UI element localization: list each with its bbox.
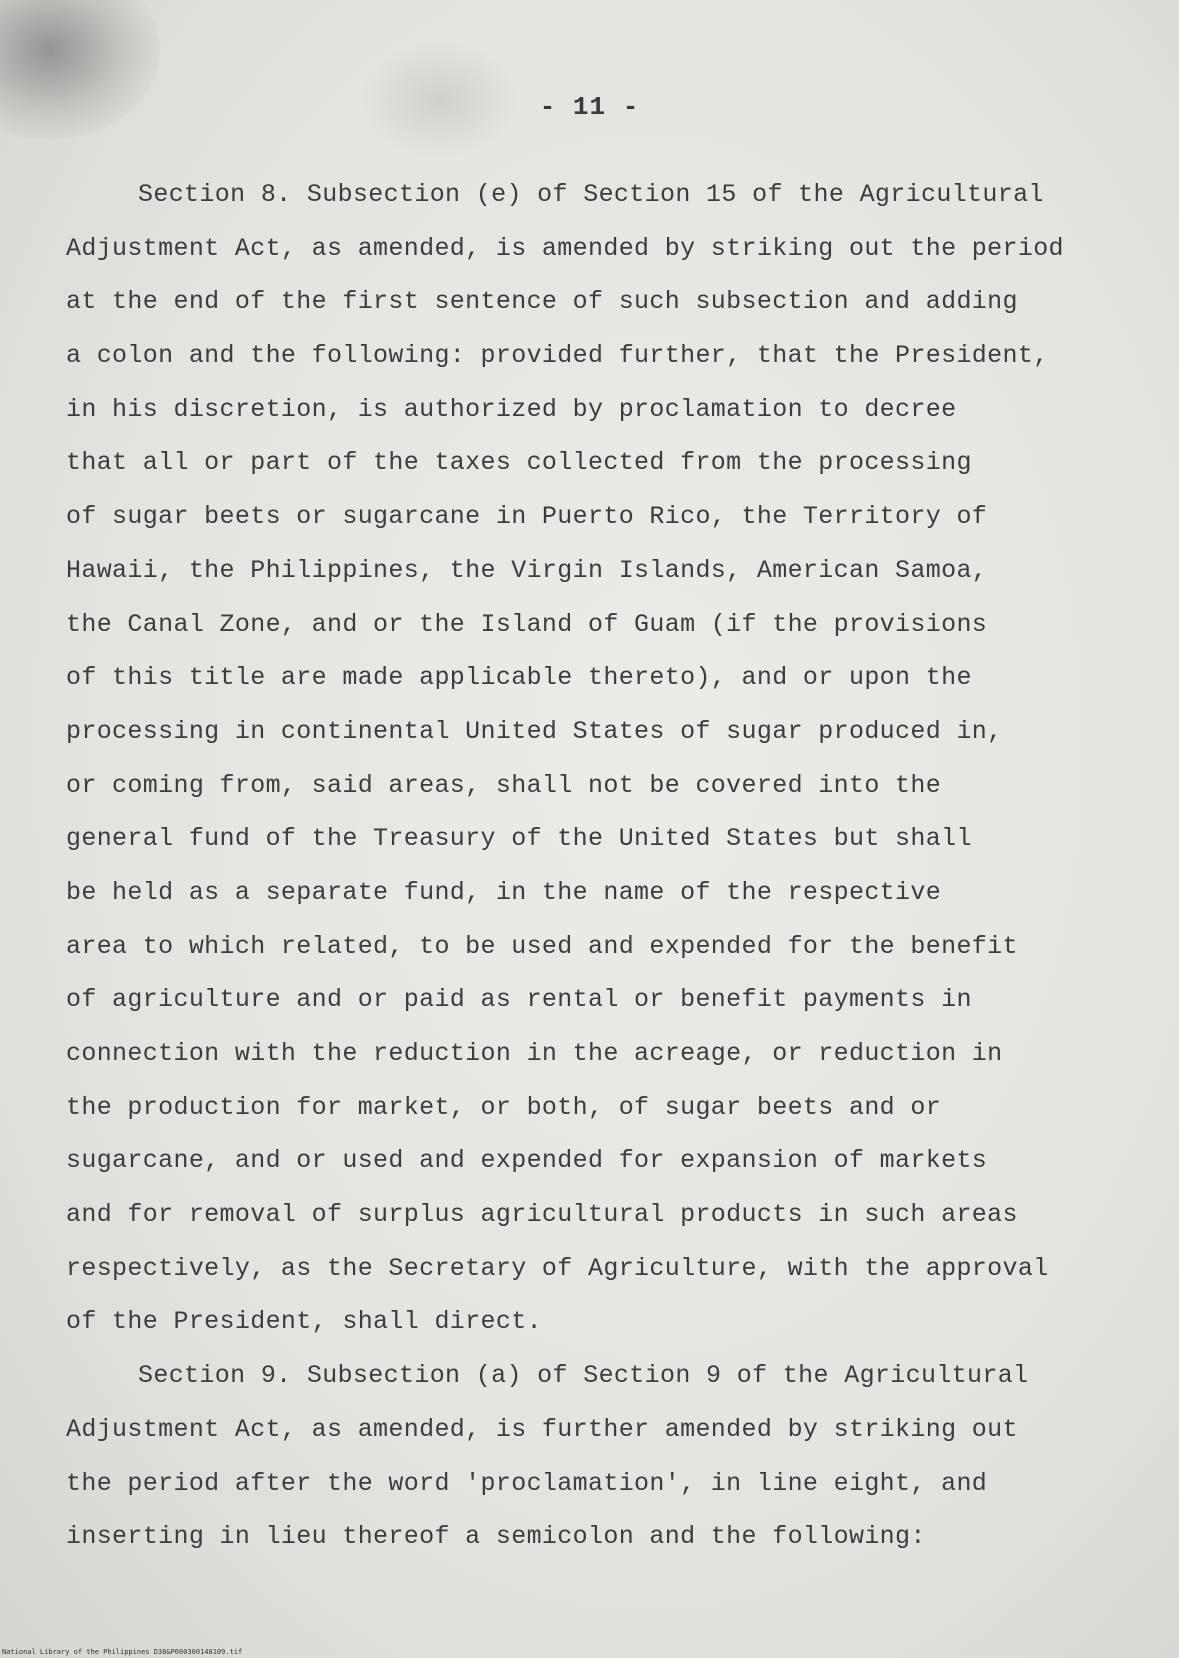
text-line: of the President, shall direct.	[66, 1307, 542, 1337]
text-line: at the end of the first sentence of such subsection and adding	[66, 287, 1018, 317]
text-line: inserting in lieu thereof a semicolon and the following:	[66, 1522, 926, 1552]
text-line: Adjustment Act, as amended, is amended by striking out the period	[66, 233, 1064, 263]
text-line: of this title are made applicable thereto), and or upon the	[66, 663, 972, 693]
text-line: Section 8. Subsection (e) of Section 15 of the Agricultural	[138, 180, 1044, 209]
text-line: the production for market, or both, of sugar beets and or	[66, 1092, 942, 1122]
text-line: sugarcane, and or used and expended for expansion of markets	[66, 1146, 988, 1176]
text-line: processing in continental United States of sugar produced in,	[66, 716, 1003, 746]
text-line: and for removal of surplus agricultural products in such areas	[66, 1200, 1018, 1230]
text-line: Section 9. Subsection (a) of Section 9 of the Agricultural	[138, 1361, 1029, 1391]
text-line: that all or part of the taxes collected from the processing	[66, 448, 972, 478]
text-line: Hawaii, the Philippines, the Virgin Islands, American Samoa,	[66, 555, 988, 585]
text-line: of sugar beets or sugarcane in Puerto Rico, the Territory of	[66, 502, 988, 532]
text-line: or coming from, said areas, shall not be covered into the	[66, 770, 942, 800]
text-line: general fund of the Treasury of the United States but shall	[66, 824, 972, 854]
text-line: a colon and the following: provided further, that the President,	[66, 341, 1049, 371]
text-line: Adjustment Act, as amended, is further amended by striking out	[66, 1414, 1018, 1444]
text-line: connection with the reduction in the acreage, or reduction in	[66, 1039, 1003, 1068]
text-line: area to which related, to be used and expended for the benefit	[66, 931, 1018, 961]
text-line: the Canal Zone, and or the Island of Guam (if the provisions	[66, 609, 988, 639]
text-line: be held as a separate fund, in the name of the respective	[66, 877, 942, 907]
text-line: in his discretion, is authorized by proclamation to decree	[66, 394, 957, 424]
page-number: - 11 -	[539, 92, 640, 122]
document-body	[66, 168, 1126, 1564]
text-line: the period after the word 'proclamation', in line eight, and	[66, 1468, 988, 1498]
text-line: of agriculture and or paid as rental or benefit payments in	[66, 985, 972, 1015]
scan-footer: National Library of the Philippines D38&P000300148109.tif	[2, 1648, 243, 1656]
text-line: respectively, as the Secretary of Agriculture, with the approval	[66, 1253, 1049, 1283]
